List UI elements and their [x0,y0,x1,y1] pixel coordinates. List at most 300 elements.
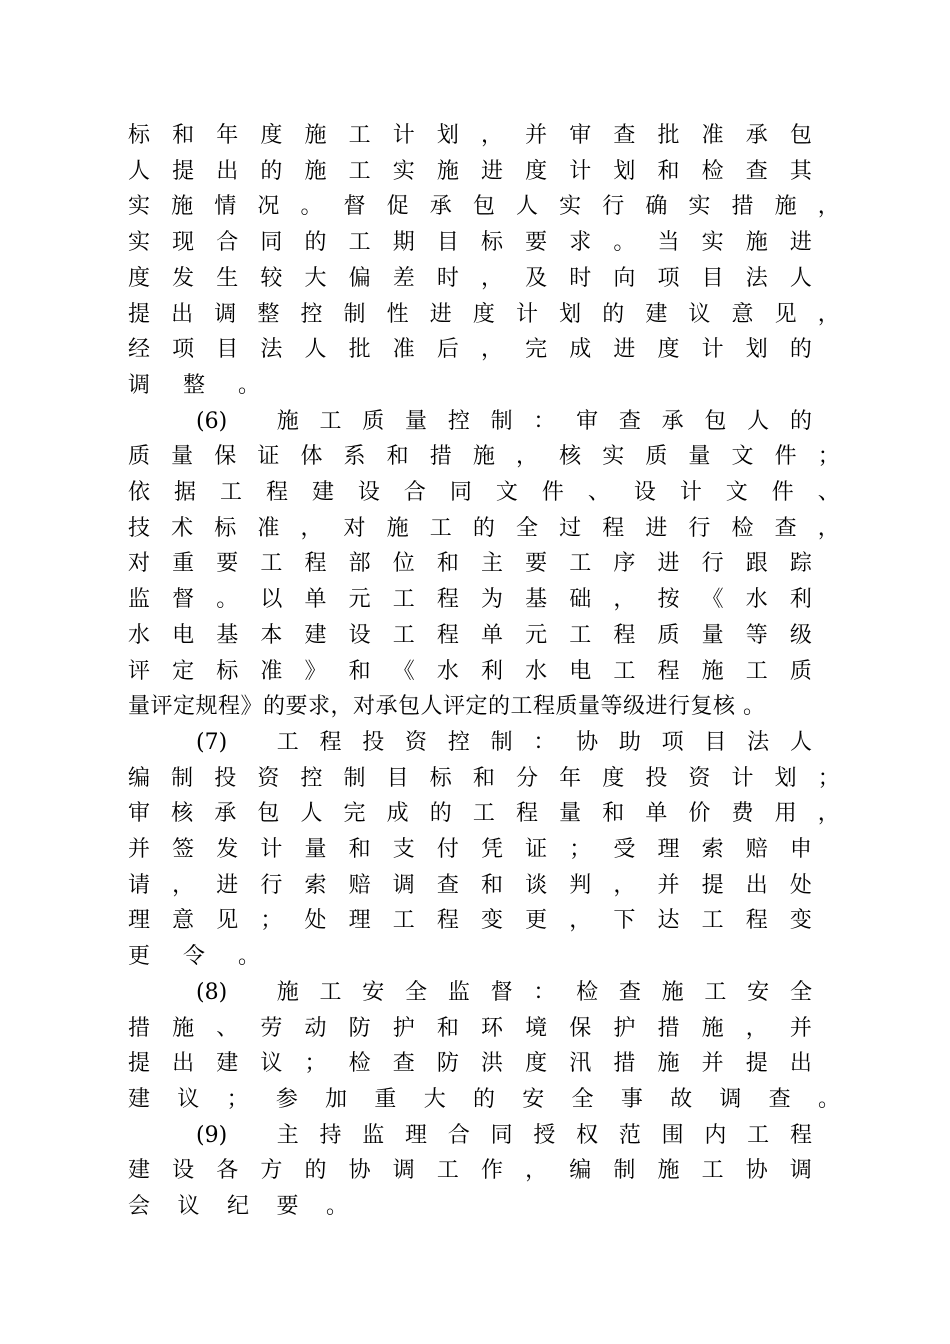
text-char: ， [817,515,840,541]
text-char: 年 [216,123,239,148]
text-char: 工 [348,230,371,256]
text-char: 量 [701,622,724,648]
text-char: 工 [319,979,342,1005]
text-char: 重 [374,1086,397,1112]
text-char: 工 [219,480,242,505]
text-line [128,154,812,190]
text-line [128,939,260,975]
text-char: 工 [436,1158,459,1184]
text-char: 大 [423,1086,446,1112]
text-char: 各 [216,1158,239,1184]
text-char: 洪 [481,1051,504,1077]
text-char: 包 [257,801,280,827]
text-char: 基 [216,622,239,648]
text-char: 的 [429,801,452,827]
text-char: 工 [319,408,342,434]
text-char: 标 [481,230,504,256]
text-char: ， [172,872,195,898]
text-line [128,118,812,154]
text-char: ； [817,765,840,791]
text-char: 资 [688,765,711,791]
text-char: 查 [618,408,641,434]
text-char: 度 [525,1051,548,1077]
text-char: 主 [481,551,504,577]
text-char: 体 [300,444,323,470]
text-char: 全 [405,979,428,1005]
text-line [128,225,812,261]
text-char: 的 [472,1086,495,1112]
text-line [128,475,840,511]
text-char: 进 [216,872,239,898]
text-char: 范 [618,1122,641,1148]
text-char: 行 [602,194,625,220]
text-char: 项 [657,265,680,291]
text-char: 并 [701,1051,724,1077]
text-char: 督 [490,979,513,1005]
text-char: 划 [774,765,797,791]
text-char: 建 [311,480,334,505]
text-char: 更 [128,944,151,970]
text-char: 措 [657,1015,680,1041]
text-char: 督 [172,587,195,613]
text-char: 程 [657,658,680,684]
text-char: 完 [525,337,548,363]
text-char: 施 [774,194,797,220]
text-line [128,439,840,475]
text-char: 大 [304,265,327,291]
text-char: 检 [701,158,724,184]
text-char: 人 [747,408,770,434]
text-line [128,832,812,868]
text-char: 划 [745,337,768,363]
text-char: 准 [257,515,280,541]
text-char: 量 [688,444,711,470]
text-char: 质 [362,408,385,434]
text-char: 动 [304,1015,327,1041]
text-char: 合 [216,230,239,256]
text-char: 施 [172,1015,195,1041]
text-char: 用 [774,801,797,827]
text-char: 时 [569,265,592,291]
text-char: 电 [569,658,592,684]
text-char: 系 [343,444,366,470]
text-char: 查 [774,515,797,541]
text-char: 工 [429,515,452,541]
text-char: 查 [745,158,768,184]
text-char: ： [533,729,556,755]
text-char: 发 [216,837,239,862]
text-line [128,654,812,690]
text-char: 要 [525,551,548,577]
text-char: 技 [128,515,151,541]
text-char: 实 [688,194,711,220]
text-char: ； [226,1086,249,1112]
text-line [128,1189,348,1225]
text-char: 人 [789,729,812,755]
text-char: 按 [657,587,680,613]
text-char: 议 [177,1194,200,1219]
text-line: 量评定规程》的要求，对承包人评定的工程质量等级进行复核 。 [128,694,766,720]
text-char: 计 [679,480,702,505]
text-char: ， [515,444,538,470]
text-char: 工 [613,658,636,684]
text-char: 件 [771,480,794,505]
text-char: 施 [304,123,327,148]
text-char: 意 [731,301,754,327]
text-char: 文 [495,480,518,505]
text-char: 索 [304,872,327,898]
text-char: 汛 [569,1051,592,1077]
text-char: 处 [789,872,812,898]
text-char: 行 [701,551,724,577]
text-char: 全 [515,515,538,541]
text-char: 审 [569,123,592,148]
text-char: 支 [392,837,415,862]
text-char: 凭 [481,837,504,862]
text-char: 工 [276,729,299,755]
text-char: 进 [789,230,812,256]
text-char: 工 [392,908,415,934]
text-char: 。 [237,372,260,398]
text-char: 参 [275,1086,298,1112]
text-char: 防 [348,1015,371,1041]
text-char: 施 [171,194,194,220]
text-char: 同 [490,1122,513,1148]
text-char: 的 [304,230,327,256]
text-char: 程 [613,622,636,648]
text-char: 事 [620,1086,643,1112]
text-char: 人 [128,158,151,184]
text-char: 量 [405,408,428,434]
text-char: 时 [436,265,459,291]
text-char: 生 [216,265,239,291]
text-char: ， [745,1015,768,1041]
text-char: 安 [522,1086,545,1112]
text-char: 施 [276,408,299,434]
text-char: 助 [618,729,641,755]
text-char: 况 [257,194,280,220]
text-char: 价 [688,801,711,827]
text-char: 目 [436,230,459,256]
text-char: 施 [472,444,495,470]
text-char: 对 [343,515,366,541]
text-char: 人 [300,801,323,827]
text-char: 实 [392,158,415,184]
text-line [128,903,812,939]
text-char: 议 [177,1086,200,1112]
text-char: 工 [569,622,592,648]
text-char: 保 [569,1015,592,1041]
text-char: 查 [618,979,641,1005]
text-char: 量 [559,801,582,827]
text-char: ， [613,587,636,613]
text-char: 和 [657,158,680,184]
text-char: 核 [559,444,582,470]
text-char: 程 [436,908,459,934]
text-char: 全 [571,1086,594,1112]
text-char: 件 [774,444,797,470]
text-char: 编 [128,765,151,791]
text-line [128,1046,812,1082]
text-char: 质 [657,622,680,648]
text-char: 审 [128,801,151,827]
text-char: 部 [348,551,371,577]
text-char: 工 [569,551,592,577]
text-char: 等 [745,622,768,648]
text-char: 计 [515,301,538,327]
text-char: 方 [260,1158,283,1184]
text-char: 工 [472,801,495,827]
text-char: 提 [745,1051,768,1077]
text-char: 度 [657,337,680,363]
text-char: 进 [613,337,636,363]
text-char: 质 [789,658,812,684]
text-char: 监 [128,587,151,613]
text-char: ： [533,979,556,1005]
text-char: 监 [447,979,470,1005]
text-char: 项 [172,337,195,363]
text-char: 划 [559,301,582,327]
text-char: 成 [386,801,409,827]
text-char: 出 [171,301,194,327]
text-char: 加 [325,1086,348,1112]
text-char: 划 [613,158,636,184]
text-char: 见 [216,908,239,934]
text-char: 证 [525,837,548,862]
text-char: 出 [216,158,239,184]
text-char: 调 [789,1158,812,1184]
text-char: 控 [447,729,470,755]
text-char: 》 [304,658,327,684]
text-char: 目 [704,729,727,755]
text-char: ； [817,444,840,470]
text-char: 制 [490,729,513,755]
text-char: 承 [661,408,684,434]
text-char: 准 [392,337,415,363]
text-char: 程 [515,801,538,827]
text-char: 和 [472,765,495,791]
text-char: 投 [645,765,668,791]
text-char: ， [569,908,592,934]
text-line [196,975,812,1011]
text-char: 出 [745,872,768,898]
text-char: 基 [525,587,548,613]
text-char: 建 [128,1158,151,1184]
text-char: 资 [257,765,280,791]
text-char: 安 [747,979,770,1005]
text-char: 、 [216,1015,239,1041]
text-char: 。 [613,230,636,256]
text-char: 序 [613,551,636,577]
text-char: 整 [257,301,280,327]
text-char: ， [481,337,504,363]
text-char: 计 [701,337,724,363]
text-char: 理 [657,837,680,862]
text-char: 程 [436,587,459,613]
text-char: ， [817,801,840,827]
text-line [128,1153,812,1189]
text-char: 安 [362,979,385,1005]
text-char: 施 [701,658,724,684]
text-line [128,868,812,904]
text-char: 度 [602,765,625,791]
text-char: 达 [657,908,680,934]
text-char: 判 [569,872,592,898]
text-char: 资 [405,729,428,755]
text-char: 调 [214,301,237,327]
text-char: 程 [745,908,768,934]
text-char: 赔 [348,872,371,898]
text-char: 监 [362,1122,385,1148]
text-char: 调 [392,872,415,898]
text-char: 过 [559,515,582,541]
text-char: 标 [216,658,239,684]
text-char: 工 [704,979,727,1005]
text-char: 分 [515,765,538,791]
text-char: 护 [613,1015,636,1041]
text-char: 和 [348,837,371,862]
text-char: 施 [276,979,299,1005]
text-char: 调 [128,372,151,398]
text-char: 法 [260,337,283,363]
text-char: 持 [319,1122,342,1148]
text-char: 制 [171,765,194,791]
text-char: 授 [533,1122,556,1148]
text-char: 和 [172,123,195,148]
text-char: 承 [429,194,452,220]
text-line [128,546,812,582]
text-char: 性 [386,301,409,327]
text-char: ； [304,1051,327,1077]
text-char: 核 [171,801,194,827]
text-line [128,261,812,297]
text-char: 跟 [745,551,768,577]
text-char: 位 [392,551,415,577]
text-char: 工 [701,908,724,934]
text-char: 程 [265,480,288,505]
text-char: 会 [128,1194,151,1219]
text-char: 围 [661,1122,684,1148]
text-char: 水 [745,587,768,613]
text-char: 水 [128,622,151,648]
text-line [128,189,840,225]
text-char: ： [533,408,556,434]
text-char: 以 [260,587,283,613]
text-char: 变 [789,908,812,934]
text-char: 设 [633,480,656,505]
text-char: ， [481,265,504,291]
text-char: 签 [172,837,195,862]
text-char: 。 [325,1194,348,1219]
text-char: 检 [576,979,599,1005]
text-char: ， [817,301,840,327]
text-line [128,1011,812,1047]
text-char: 和 [386,444,409,470]
text-char: 意 [172,908,195,934]
text-char: 合 [403,480,426,505]
text-char: 提 [701,872,724,898]
text-char: 程 [602,515,625,541]
text-char: ， [300,515,323,541]
text-char: 并 [789,1015,812,1041]
text-char: 的 [260,158,283,184]
text-char: 故 [670,1086,693,1112]
text-char: 施 [745,230,768,256]
text-char: 实 [602,444,625,470]
text-char: 为 [481,587,504,613]
text-char: 行 [260,872,283,898]
paragraph-number: (8) [196,979,228,1005]
text-char: 承 [745,123,768,148]
text-char: 纪 [226,1194,249,1219]
text-char: 。 [237,944,260,970]
text-char: 其 [789,158,812,184]
text-char: 计 [731,765,754,791]
text-char: 程 [436,622,459,648]
text-char: 投 [362,729,385,755]
text-char: 施 [657,1051,680,1077]
text-char: 计 [569,158,592,184]
text-char: 情 [214,194,237,220]
text-char: 作 [481,1158,504,1184]
text-line [128,796,840,832]
text-char: 包 [704,408,727,434]
text-char: 变 [481,908,504,934]
text-char: 期 [392,230,415,256]
text-char: 的 [602,301,625,327]
text-char: 电 [172,622,195,648]
text-char: 全 [789,979,812,1005]
text-char: ； [569,837,592,862]
text-char: 措 [731,194,754,220]
text-char: 劳 [260,1015,283,1041]
text-char: 要 [525,230,548,256]
text-char: 保 [214,444,237,470]
text-char: 施 [661,979,684,1005]
text-char: 的 [789,408,812,434]
text-char: 实 [128,230,151,256]
text-char: 并 [657,872,680,898]
text-char: 工 [348,123,371,148]
text-char: 标 [128,123,151,148]
text-char: 防 [436,1051,459,1077]
text-line [128,582,812,618]
text-char: 协 [745,1158,768,1184]
text-line [128,297,840,333]
text-char: 措 [613,1051,636,1077]
text-char: 人 [515,194,538,220]
text-char: 级 [789,622,812,648]
text-char: 评 [128,658,151,684]
text-char: 要 [216,551,239,577]
text-char: 施 [436,158,459,184]
text-char: 程 [319,729,342,755]
text-char: 行 [688,515,711,541]
text-char: 设 [348,622,371,648]
text-char: 批 [657,123,680,148]
text-char: 费 [731,801,754,827]
text-char: 础 [569,587,592,613]
text-line [196,1118,812,1154]
text-char: 度 [472,301,495,327]
text-char: 并 [525,123,548,148]
text-char: 环 [481,1015,504,1041]
text-char: 同 [449,480,472,505]
text-char: 制 [343,301,366,327]
text-char: 要 [276,1194,299,1219]
text-char: 建 [128,1086,151,1112]
text-char: 工 [701,1158,724,1184]
